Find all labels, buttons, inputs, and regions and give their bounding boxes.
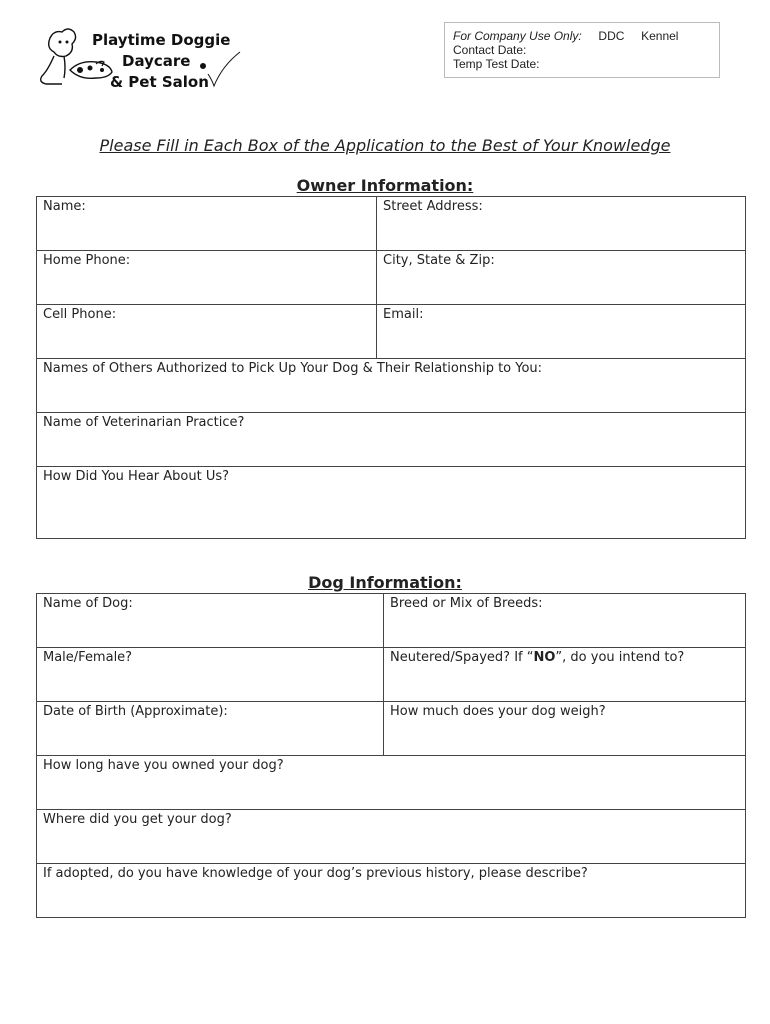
table-row	[37, 413, 746, 467]
dog-source-field[interactable]: Where did you get your dog?	[37, 810, 746, 864]
sex-field[interactable]: Male/Female?	[37, 648, 384, 702]
kennel-label: Kennel	[641, 29, 679, 43]
owner-section-title: Owner Information:	[296, 176, 474, 195]
date-of-birth-field[interactable]: Date of Birth (Approximate):	[37, 702, 384, 756]
neutered-field[interactable]	[384, 648, 746, 702]
dog-section-title: Dog Information:	[308, 573, 462, 592]
contact-date-label: Contact Date:	[453, 43, 527, 57]
authorized-pickup-field[interactable]: Names of Others Authorized to Pick Up Your Dog & Their Relationship to You:	[37, 359, 746, 413]
dog-name-field[interactable]: Name of Dog:	[37, 594, 384, 648]
table-row	[37, 305, 746, 359]
logo-line-3: & Pet Salon	[110, 73, 209, 91]
table-row	[37, 756, 746, 810]
table-row	[37, 864, 746, 918]
page-headline: Please Fill in Each Box of the Application to the Best of Your Knowledge	[99, 136, 671, 155]
ddc-label: DDC	[598, 29, 625, 43]
temp-test-date-label: Temp Test Date:	[453, 57, 540, 71]
cell-phone-field[interactable]: Cell Phone:	[37, 305, 377, 359]
owner-info-table	[36, 196, 746, 539]
weight-field[interactable]: How much does your dog weigh?	[384, 702, 746, 756]
neutered-suffix: ”, do you intend to?	[555, 650, 685, 665]
veterinarian-field[interactable]: Name of Veterinarian Practice?	[37, 413, 746, 467]
table-row	[37, 467, 746, 539]
city-state-zip-field[interactable]: City, State & Zip:	[377, 251, 746, 305]
table-row	[37, 810, 746, 864]
owner-name-field[interactable]: Name:	[37, 197, 377, 251]
logo-text	[92, 30, 230, 93]
table-row	[37, 359, 746, 413]
neutered-no: NO	[533, 650, 556, 665]
adoption-history-field[interactable]: If adopted, do you have knowledge of your dog’s previous history, please describe?	[37, 864, 746, 918]
table-row	[37, 648, 746, 702]
dog-info-table	[36, 593, 746, 918]
email-field[interactable]: Email:	[377, 305, 746, 359]
street-address-field[interactable]: Street Address:	[377, 197, 746, 251]
company-use-label: For Company Use Only:	[453, 29, 582, 43]
logo-line-2: Daycare	[122, 52, 191, 70]
table-row	[37, 594, 746, 648]
logo-line-1: Playtime Doggie	[92, 31, 231, 49]
ownership-duration-field[interactable]: How long have you owned your dog?	[37, 756, 746, 810]
breed-field[interactable]: Breed or Mix of Breeds:	[384, 594, 746, 648]
table-row	[37, 197, 746, 251]
home-phone-field[interactable]: Home Phone:	[37, 251, 377, 305]
table-row	[37, 702, 746, 756]
neutered-prefix: Neutered/Spayed? If “	[390, 650, 534, 665]
referral-source-field[interactable]: How Did You Hear About Us?	[37, 467, 746, 539]
company-use-box	[444, 22, 720, 78]
table-row	[37, 251, 746, 305]
logo	[36, 26, 246, 92]
